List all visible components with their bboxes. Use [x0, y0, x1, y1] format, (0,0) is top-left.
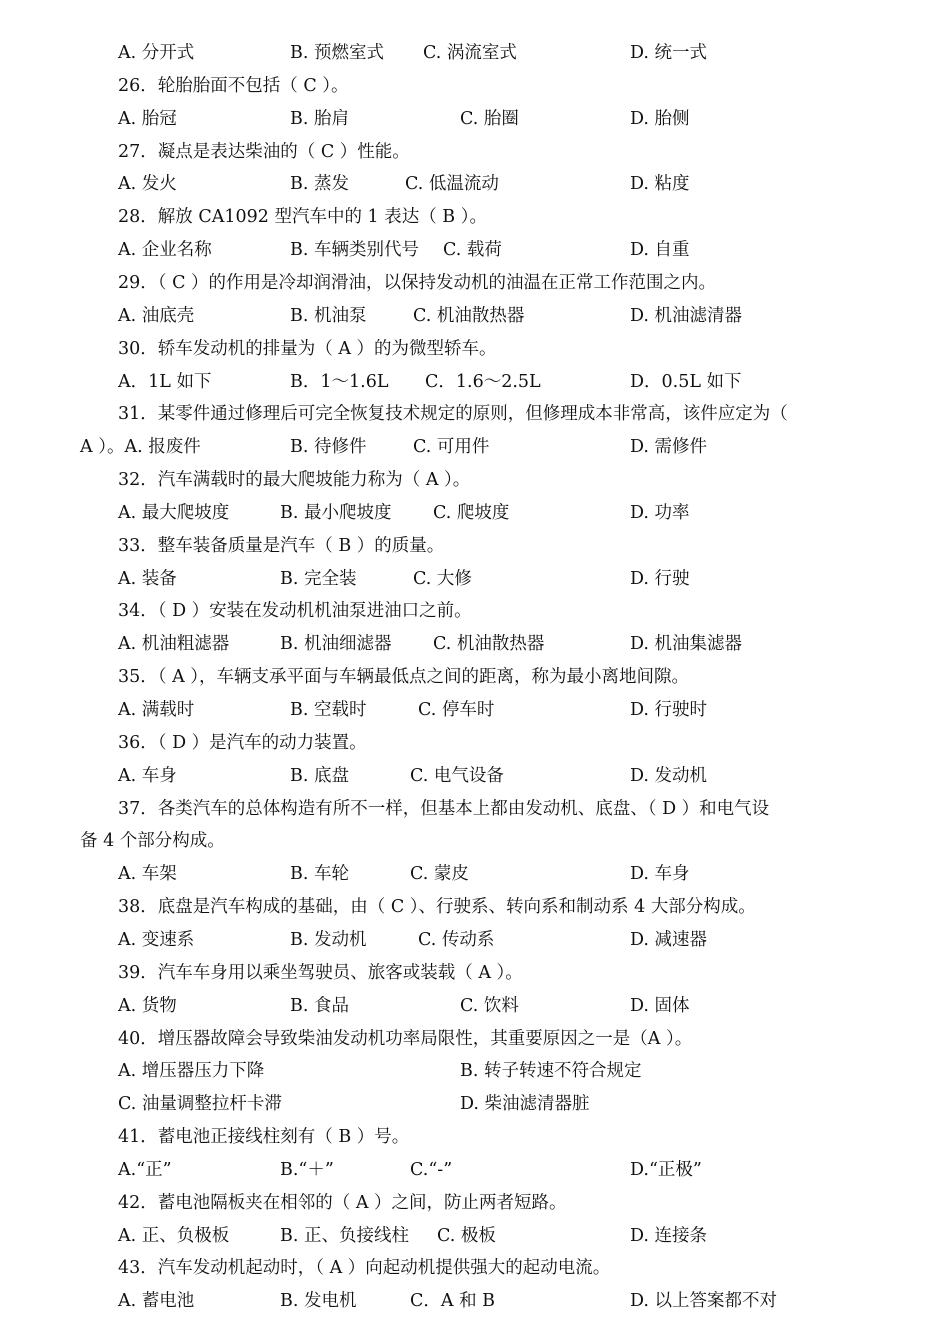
answer-option: D. 机油集滤器	[630, 634, 743, 654]
answer-option: A. 正、负极板	[118, 1226, 230, 1246]
answer-option: C. 机油散热器	[433, 634, 545, 654]
answer-option: B. 食品	[290, 996, 349, 1016]
question-text: 39．汽车车身用以乘坐驾驶员、旅客或装载（ A ）。	[118, 963, 523, 983]
answer-option: D. 以上答案都不对	[630, 1291, 778, 1311]
answer-option: C. 胎圈	[460, 109, 519, 129]
question-text: 30．轿车发动机的排量为（ A ）的为微型轿车。	[118, 339, 497, 359]
answer-option: C. 爬坡度	[433, 503, 510, 523]
answer-option: C. 蒙皮	[410, 864, 469, 884]
answer-option: A.“正”	[118, 1160, 172, 1180]
question-text: 37．各类汽车的总体构造有所不一样，但基本上都由发动机、底盘、（ D ）和电气设	[118, 799, 770, 819]
answer-option: D. 机油滤清器	[630, 306, 743, 326]
answer-option: A. 胎冠	[118, 109, 177, 129]
answer-option: A. 车架	[118, 864, 177, 884]
answer-option: A. 油底壳	[118, 306, 195, 326]
answer-option: B. 发动机	[290, 930, 367, 950]
answer-option: A. 满载时	[118, 700, 195, 720]
answer-option: D. 需修件	[630, 437, 708, 457]
answer-option: A. 增压器压力下降	[118, 1061, 265, 1081]
answer-option: C.“-”	[410, 1160, 453, 1180]
answer-option: B. 车轮	[290, 864, 349, 884]
answer-option: D.“正极”	[630, 1160, 702, 1180]
answer-option: A. 发火	[118, 174, 177, 194]
answer-option: C．1.6～2.5L	[425, 372, 541, 392]
answer-option: C. 饮料	[460, 996, 519, 1016]
question-continuation: 备 4 个部分构成。	[80, 831, 225, 851]
question-text: 31．某零件通过修理后可完全恢复技术规定的原则，但修理成本非常高，该件应定为（	[118, 404, 788, 424]
answer-option: C. 可用件	[413, 437, 490, 457]
answer-option: B. 转子转速不符合规定	[460, 1061, 642, 1081]
question-text: 34．（ D ）安装在发动机机油泵进油口之前。	[118, 601, 472, 621]
question-text: 36．（ D ）是汽车的动力装置。	[118, 733, 367, 753]
answer-option: D. 行驶	[630, 569, 690, 589]
answer-option: A ）。A. 报废件	[80, 437, 201, 457]
answer-option: B. 机油泵	[290, 306, 367, 326]
answer-option: C. 涡流室式	[423, 43, 517, 63]
answer-option: A. 货物	[118, 996, 177, 1016]
answer-option: B. 发电机	[280, 1291, 357, 1311]
answer-option: D．0.5L 如下	[630, 372, 742, 392]
question-text: 27．凝点是表达柴油的（ C ）性能。	[118, 142, 410, 162]
question-text: 43．汽车发动机起动时，（ A ）向起动机提供强大的起动电流。	[118, 1258, 611, 1278]
question-text: 38．底盘是汽车构成的基础，由（ C ）、行驶系、转向系和制动系 4 大部分构成。	[118, 897, 756, 917]
answer-option: B. 车辆类别代号	[290, 240, 419, 260]
answer-option: C. 停车时	[418, 700, 495, 720]
answer-option: B. 预燃室式	[290, 43, 384, 63]
answer-option: B．1～1.6L	[290, 372, 389, 392]
answer-option: B. 最小爬坡度	[280, 503, 392, 523]
question-text: 29．（ C ）的作用是冷却润滑油，以保持发动机的油温在正常工作范围之内。	[118, 273, 717, 293]
answer-option: D. 自重	[630, 240, 690, 260]
answer-option: A. 分开式	[118, 43, 195, 63]
answer-option: C. 机油散热器	[413, 306, 525, 326]
answer-option: C. 载荷	[443, 240, 502, 260]
question-text: 33．整车装备质量是汽车（ B ）的质量。	[118, 536, 445, 556]
answer-option: B.“＋”	[280, 1160, 334, 1180]
answer-option: D. 胎侧	[630, 109, 690, 129]
answer-option: D. 发动机	[630, 766, 708, 786]
answer-option: D. 柴油滤清器脏	[460, 1094, 590, 1114]
answer-option: B. 机油细滤器	[280, 634, 392, 654]
answer-option: C. 传动系	[418, 930, 495, 950]
answer-option: B. 胎肩	[290, 109, 349, 129]
answer-option: A. 蓄电池	[118, 1291, 195, 1311]
answer-option: D. 固体	[630, 996, 690, 1016]
answer-option: B. 完全装	[280, 569, 357, 589]
question-text: 32．汽车满载时的最大爬坡能力称为（ A ）。	[118, 470, 471, 490]
answer-option: A. 企业名称	[118, 240, 212, 260]
question-text: 35．（ A ），车辆支承平面与车辆最低点之间的距离，称为最小离地间隙。	[118, 667, 690, 687]
answer-option: C. 极板	[437, 1226, 496, 1246]
answer-option: D. 功率	[630, 503, 690, 523]
question-text: 28．解放 CA1092 型汽车中的 1 表达（ B ）。	[118, 207, 487, 227]
answer-option: B. 蒸发	[290, 174, 349, 194]
answer-option: D. 粘度	[630, 174, 690, 194]
answer-option: A. 机油粗滤器	[118, 634, 230, 654]
answer-option: C. 油量调整拉杆卡滞	[118, 1094, 282, 1114]
answer-option: C．A 和 B	[410, 1291, 496, 1311]
answer-option: B. 正、负接线柱	[280, 1226, 409, 1246]
answer-option: C. 低温流动	[405, 174, 499, 194]
answer-option: C. 电气设备	[410, 766, 504, 786]
answer-option: D. 连接条	[630, 1226, 708, 1246]
answer-option: A. 车身	[118, 766, 177, 786]
answer-option: B. 空载时	[290, 700, 367, 720]
answer-option: A. 变速系	[118, 930, 195, 950]
question-text: 26．轮胎胎面不包括（ C ）。	[118, 76, 349, 96]
answer-option: A．1L 如下	[118, 372, 212, 392]
answer-option: A. 装备	[118, 569, 177, 589]
answer-option: A. 最大爬坡度	[118, 503, 230, 523]
answer-option: B. 待修件	[290, 437, 367, 457]
answer-option: C. 大修	[413, 569, 472, 589]
answer-option: D. 减速器	[630, 930, 708, 950]
question-text: 42．蓄电池隔板夹在相邻的（ A ）之间，防止两者短路。	[118, 1193, 567, 1213]
answer-option: D. 行驶时	[630, 700, 708, 720]
question-text: 41．蓄电池正接线柱刻有（ B ）号。	[118, 1127, 410, 1147]
answer-option: B. 底盘	[290, 766, 349, 786]
answer-option: D. 车身	[630, 864, 690, 884]
question-text: 40．增压器故障会导致柴油发动机功率局限性，其重要原因之一是（A ）。	[118, 1029, 693, 1049]
answer-option: D. 统一式	[630, 43, 708, 63]
